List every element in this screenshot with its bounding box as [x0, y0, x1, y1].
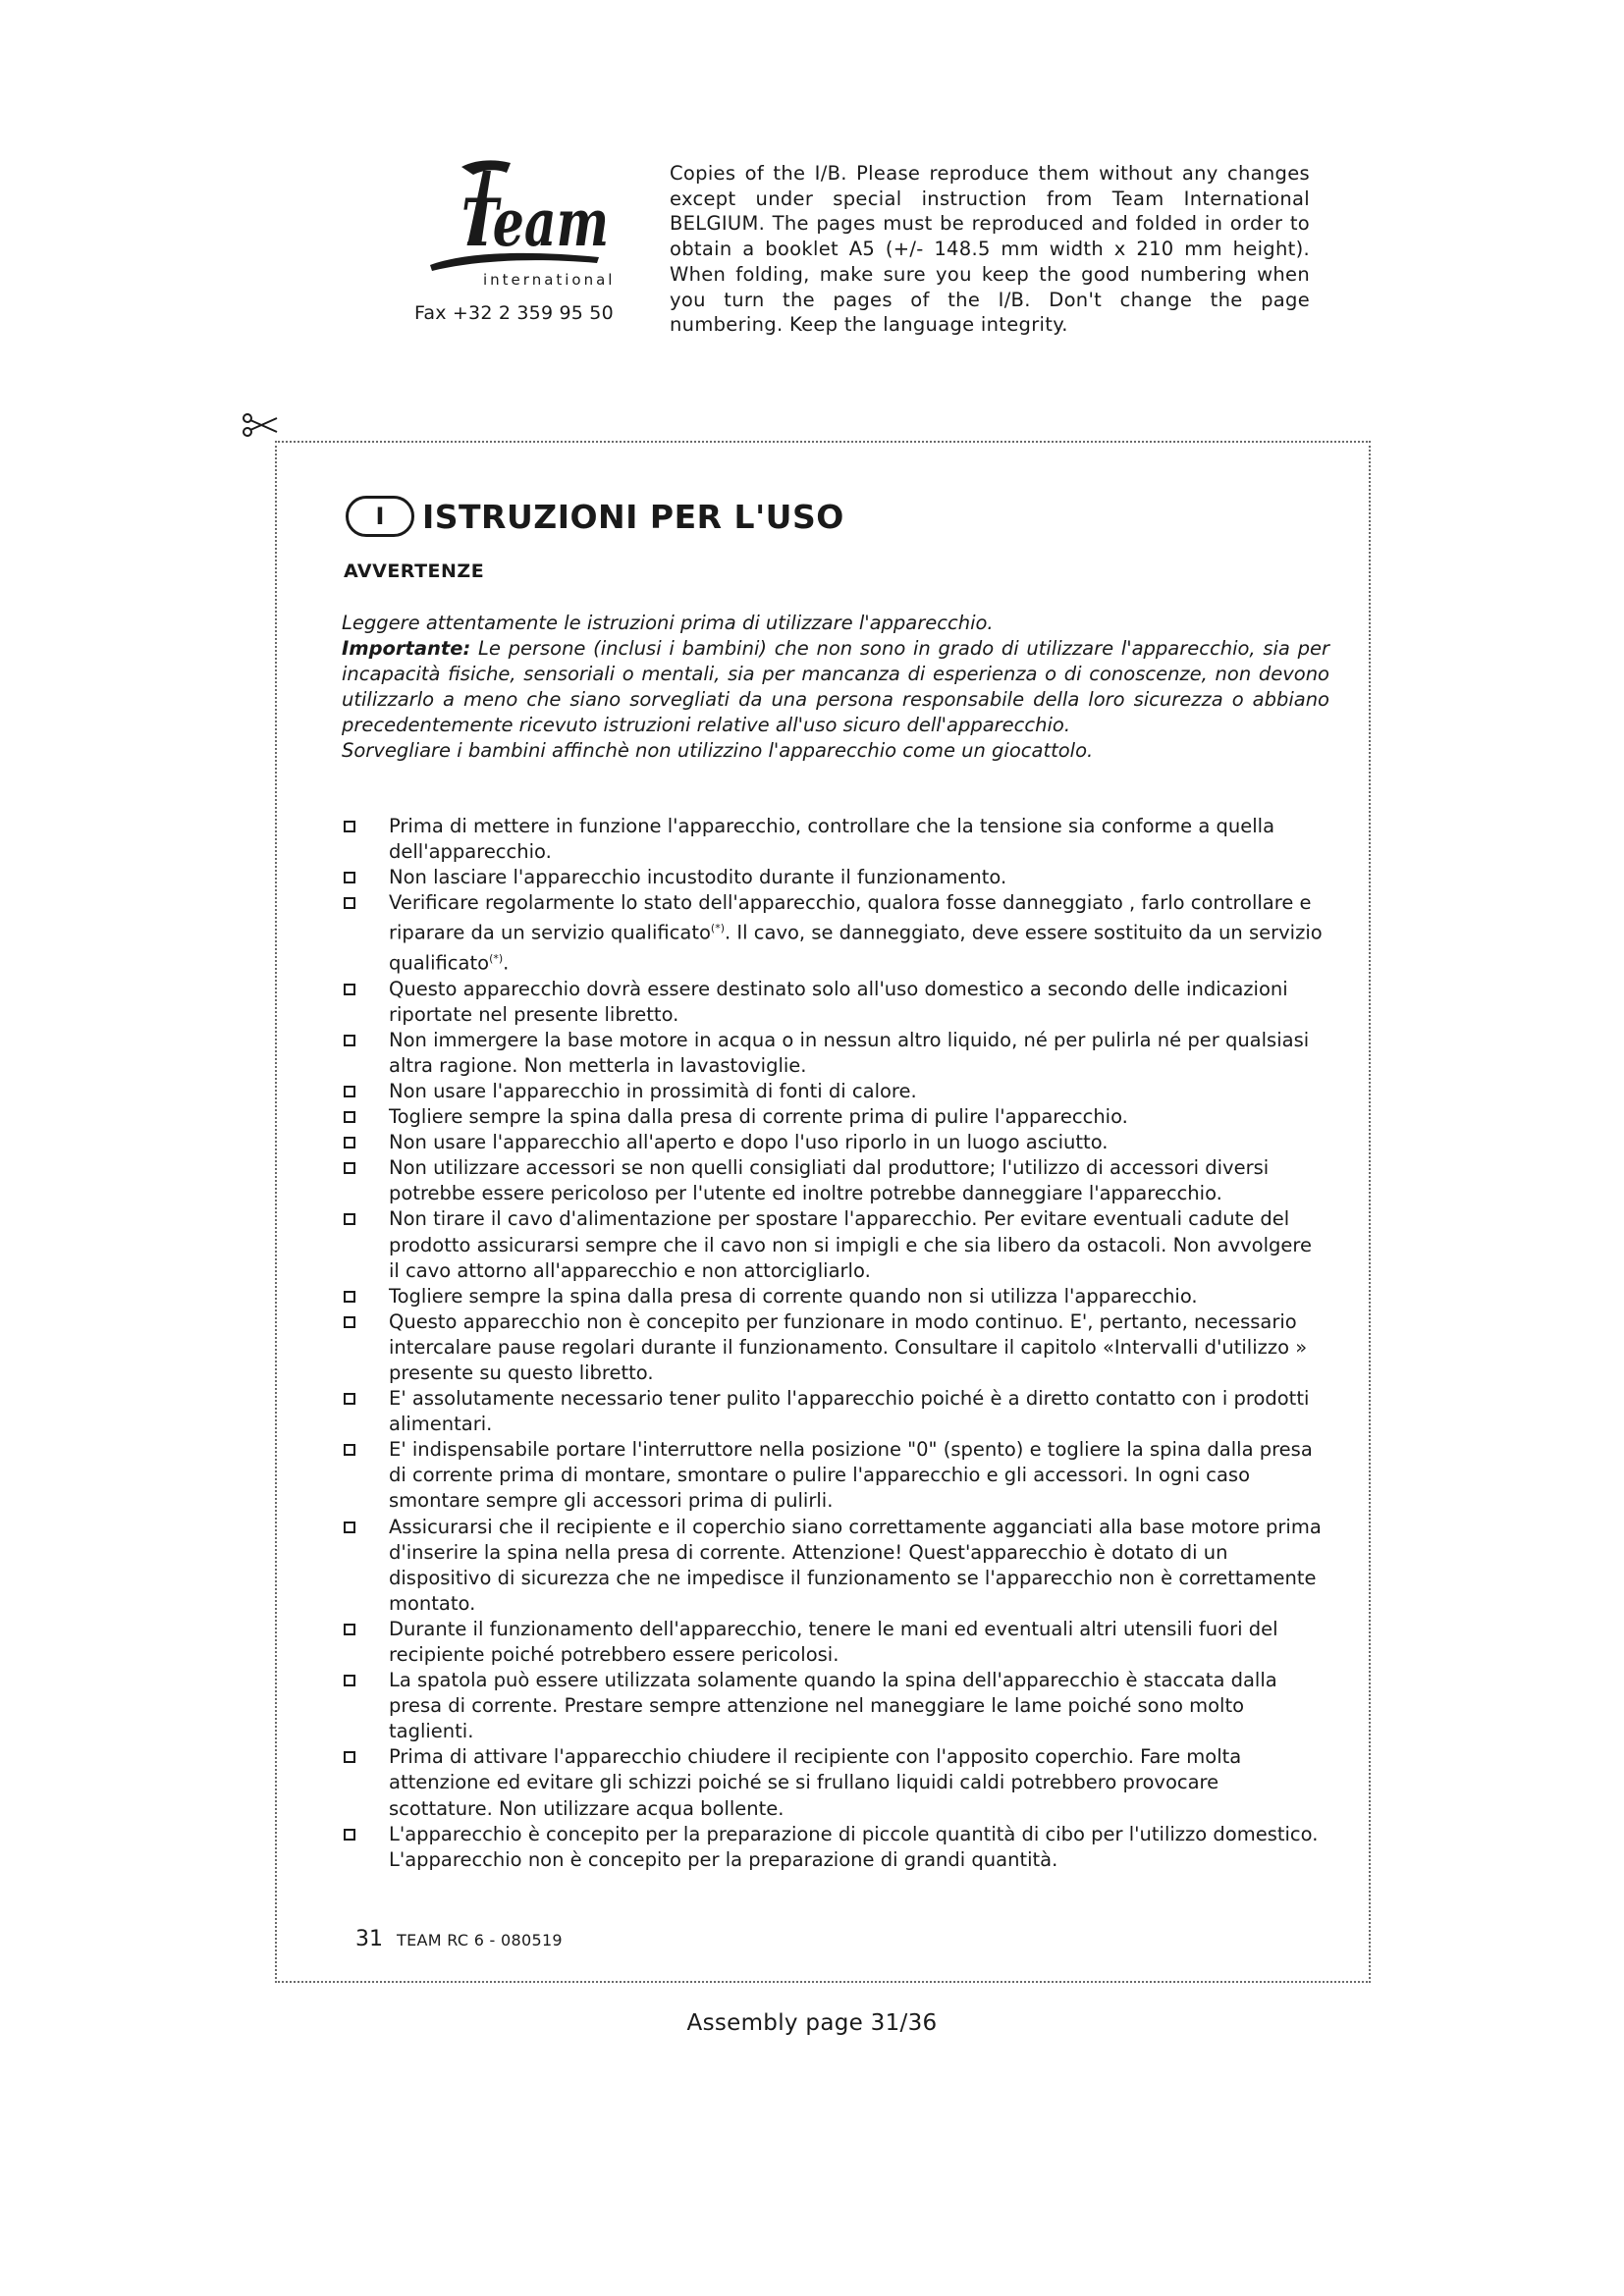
checkbox-bullet-icon — [344, 1393, 355, 1405]
list-item: Verificare regolarmente lo stato dell'apparecchio, qualora fosse danneggiato , farlo controllare e riparare da un servizio qualificato(*). Il cavo, se danneggiato, deve essere sostituito da un servizio qualificato(*). — [342, 890, 1324, 976]
list-item: Togliere sempre la spina dalla presa di corrente prima di pulire l'apparecchio. — [342, 1104, 1324, 1130]
checkbox-bullet-icon — [344, 872, 355, 883]
list-item: Questo apparecchio non è concepito per funzionare in modo continuo. E', pertanto, necessario intercalare pause regolari durante il funzionamento. Consultare il capitolo «Intervalli d'utilizzo » presente su questo libretto. — [342, 1309, 1324, 1386]
checkbox-bullet-icon — [344, 1444, 355, 1456]
list-item: Non usare l'apparecchio in prossimità di fonti di calore. — [342, 1079, 1324, 1104]
list-item: La spatola può essere utilizzata solamente quando la spina dell'apparecchio è staccata dalla presa di corrente. Prestare sempre attenzione nel maneggiare le lame poiché sono molto taglienti. — [342, 1668, 1324, 1744]
intro-line-1: Leggere attentamente le istruzioni prima di utilizzare l'apparecchio. — [342, 612, 994, 634]
scissors-icon — [240, 410, 279, 440]
list-item: L'apparecchio è concepito per la preparazione di piccole quantità di cibo per l'utilizzo domestico. L'apparecchio non è concepito per la preparazione di grandi quantità. — [342, 1822, 1324, 1873]
checkbox-bullet-icon — [344, 1829, 355, 1841]
checkbox-bullet-icon — [344, 897, 355, 909]
list-item: Togliere sempre la spina dalla presa di corrente quando non si utilizza l'apparecchio. — [342, 1284, 1324, 1309]
section-heading — [346, 495, 844, 538]
list-item: E' indispensabile portare l'interruttore nella posizione "0" (spento) e togliere la spina dalla presa di corrente prima di montare, smontare o pulire l'apparecchio e gli accessori. In ogni caso smontare sempre gli accessori prima di pulirli. — [342, 1437, 1324, 1514]
list-item: Non tirare il cavo d'alimentazione per spostare l'apparecchio. Per evitare eventuali cadute del prodotto assicurarsi sempre che il cavo non si impigli e che sia libero da ostacoli. Non avvolgere il cavo attorno all'apparecchio e non attorcigliarlo. — [342, 1206, 1324, 1283]
page-title: ISTRUZIONI PER L'USO — [422, 497, 844, 536]
list-item: Durante il funzionamento dell'apparecchio, tenere le mani ed eventuali altri utensili fuori del recipiente poiché potrebbero essere pericolosi. — [342, 1617, 1324, 1668]
intro-text — [342, 611, 1329, 763]
checkbox-bullet-icon — [344, 1522, 355, 1533]
checkbox-bullet-icon — [344, 1316, 355, 1328]
checkbox-bullet-icon — [344, 1086, 355, 1097]
fax-number: Fax +32 2 359 95 50 — [414, 302, 614, 324]
list-item: Prima di mettere in funzione l'apparecchio, controllare che la tensione sia conforme a quella dell'apparecchio. — [342, 814, 1324, 865]
list-item: Questo apparecchio dovrà essere destinato solo all'uso domestico a secondo delle indicazioni riportate nel presente libretto. — [342, 977, 1324, 1028]
list-item: Non usare l'apparecchio all'aperto e dopo l'uso riporlo in un luogo asciutto. — [342, 1130, 1324, 1155]
assembly-page-label: Assembly page 31/36 — [686, 2010, 938, 2036]
warnings-list — [342, 814, 1324, 1873]
page-footer — [355, 1927, 563, 1951]
intro-line-3: Sorvegliare i bambini affinchè non utilizzino l'apparecchio come un giocattolo. — [342, 738, 1094, 762]
list-item: Prima di attivare l'apparecchio chiudere il recipiente con l'apposito coperchio. Fare molta attenzione ed evitare gli schizzi poiché se si frullano liquidi caldi potrebbero provocare scottature. Non utilizzare acqua bollente. — [342, 1744, 1324, 1821]
checkbox-bullet-icon — [344, 1624, 355, 1635]
checkbox-bullet-icon — [344, 1751, 355, 1763]
list-item: Non utilizzare accessori se non quelli consigliati dal produttore; l'utilizzo di accessori diversi potrebbe essere pericoloso per l'utente ed inoltre potrebbe danneggiare l'apparecchio. — [342, 1155, 1324, 1206]
checkbox-bullet-icon — [344, 1162, 355, 1174]
checkbox-bullet-icon — [344, 1213, 355, 1225]
checkbox-bullet-icon — [344, 1035, 355, 1046]
team-logo — [403, 155, 628, 293]
model-code: TEAM RC 6 - 080519 — [397, 1931, 563, 1949]
checkbox-bullet-icon — [344, 984, 355, 995]
page-number: 31 — [355, 1927, 383, 1951]
list-item: E' assolutamente necessario tener pulito l'apparecchio poiché è a diretto contatto con i prodotti alimentari. — [342, 1386, 1324, 1437]
important-text: Le persone (inclusi i bambini) che non sono in grado di utilizzare l'apparecchio, sia per incapacità fisiche, sensoriali o mentali, sia per mancanza di esperienza o di conoscenze, non devono utilizzarlo a meno che siano sorvegliati da una persona responsabile della loro sicurezza o abbiano precedentemente ricevuto istruzioni relative all'uso sicuro dell'apparecchio. — [342, 636, 1329, 736]
list-item: Non immergere la base motore in acqua o in nessun altro liquido, né per pulirla né per qualsiasi altra ragione. Non metterla in lavastoviglie. — [342, 1028, 1324, 1079]
list-item: Assicurarsi che il recipiente e il coperchio siano correttamente agganciati alla base motore prima d'inserire la spina nella presa di corrente. Attenzione! Quest'apparecchio è dotato di un dispositivo di sicurezza che ne impedisce il funzionamento se l'apparecchio non è correttamente montato. — [342, 1515, 1324, 1617]
logo-word: Team — [461, 185, 609, 261]
checkbox-bullet-icon — [344, 821, 355, 832]
copies-notice: Copies of the I/B. Please reproduce them without any changes except under special instruction from Team International BELGIUM. The pages must be reproduced and folded in order to obtain a booklet A5 (+/- 148.5 mm width x 210 mm height). When folding, make sure you keep the good numbering when you turn the pages of the I/B. Don't change the page numbering. Keep the language integrity. — [670, 162, 1310, 337]
language-badge: I — [346, 496, 414, 537]
important-label: Importante: — [342, 636, 471, 660]
checkbox-bullet-icon — [344, 1675, 355, 1686]
checkbox-bullet-icon — [344, 1111, 355, 1123]
logo-subtitle: international — [483, 271, 616, 289]
checkbox-bullet-icon — [344, 1291, 355, 1303]
checkbox-bullet-icon — [344, 1137, 355, 1148]
intro-important — [342, 636, 1329, 738]
warnings-heading: AVVERTENZE — [344, 561, 485, 582]
list-item: Non lasciare l'apparecchio incustodito durante il funzionamento. — [342, 865, 1324, 890]
